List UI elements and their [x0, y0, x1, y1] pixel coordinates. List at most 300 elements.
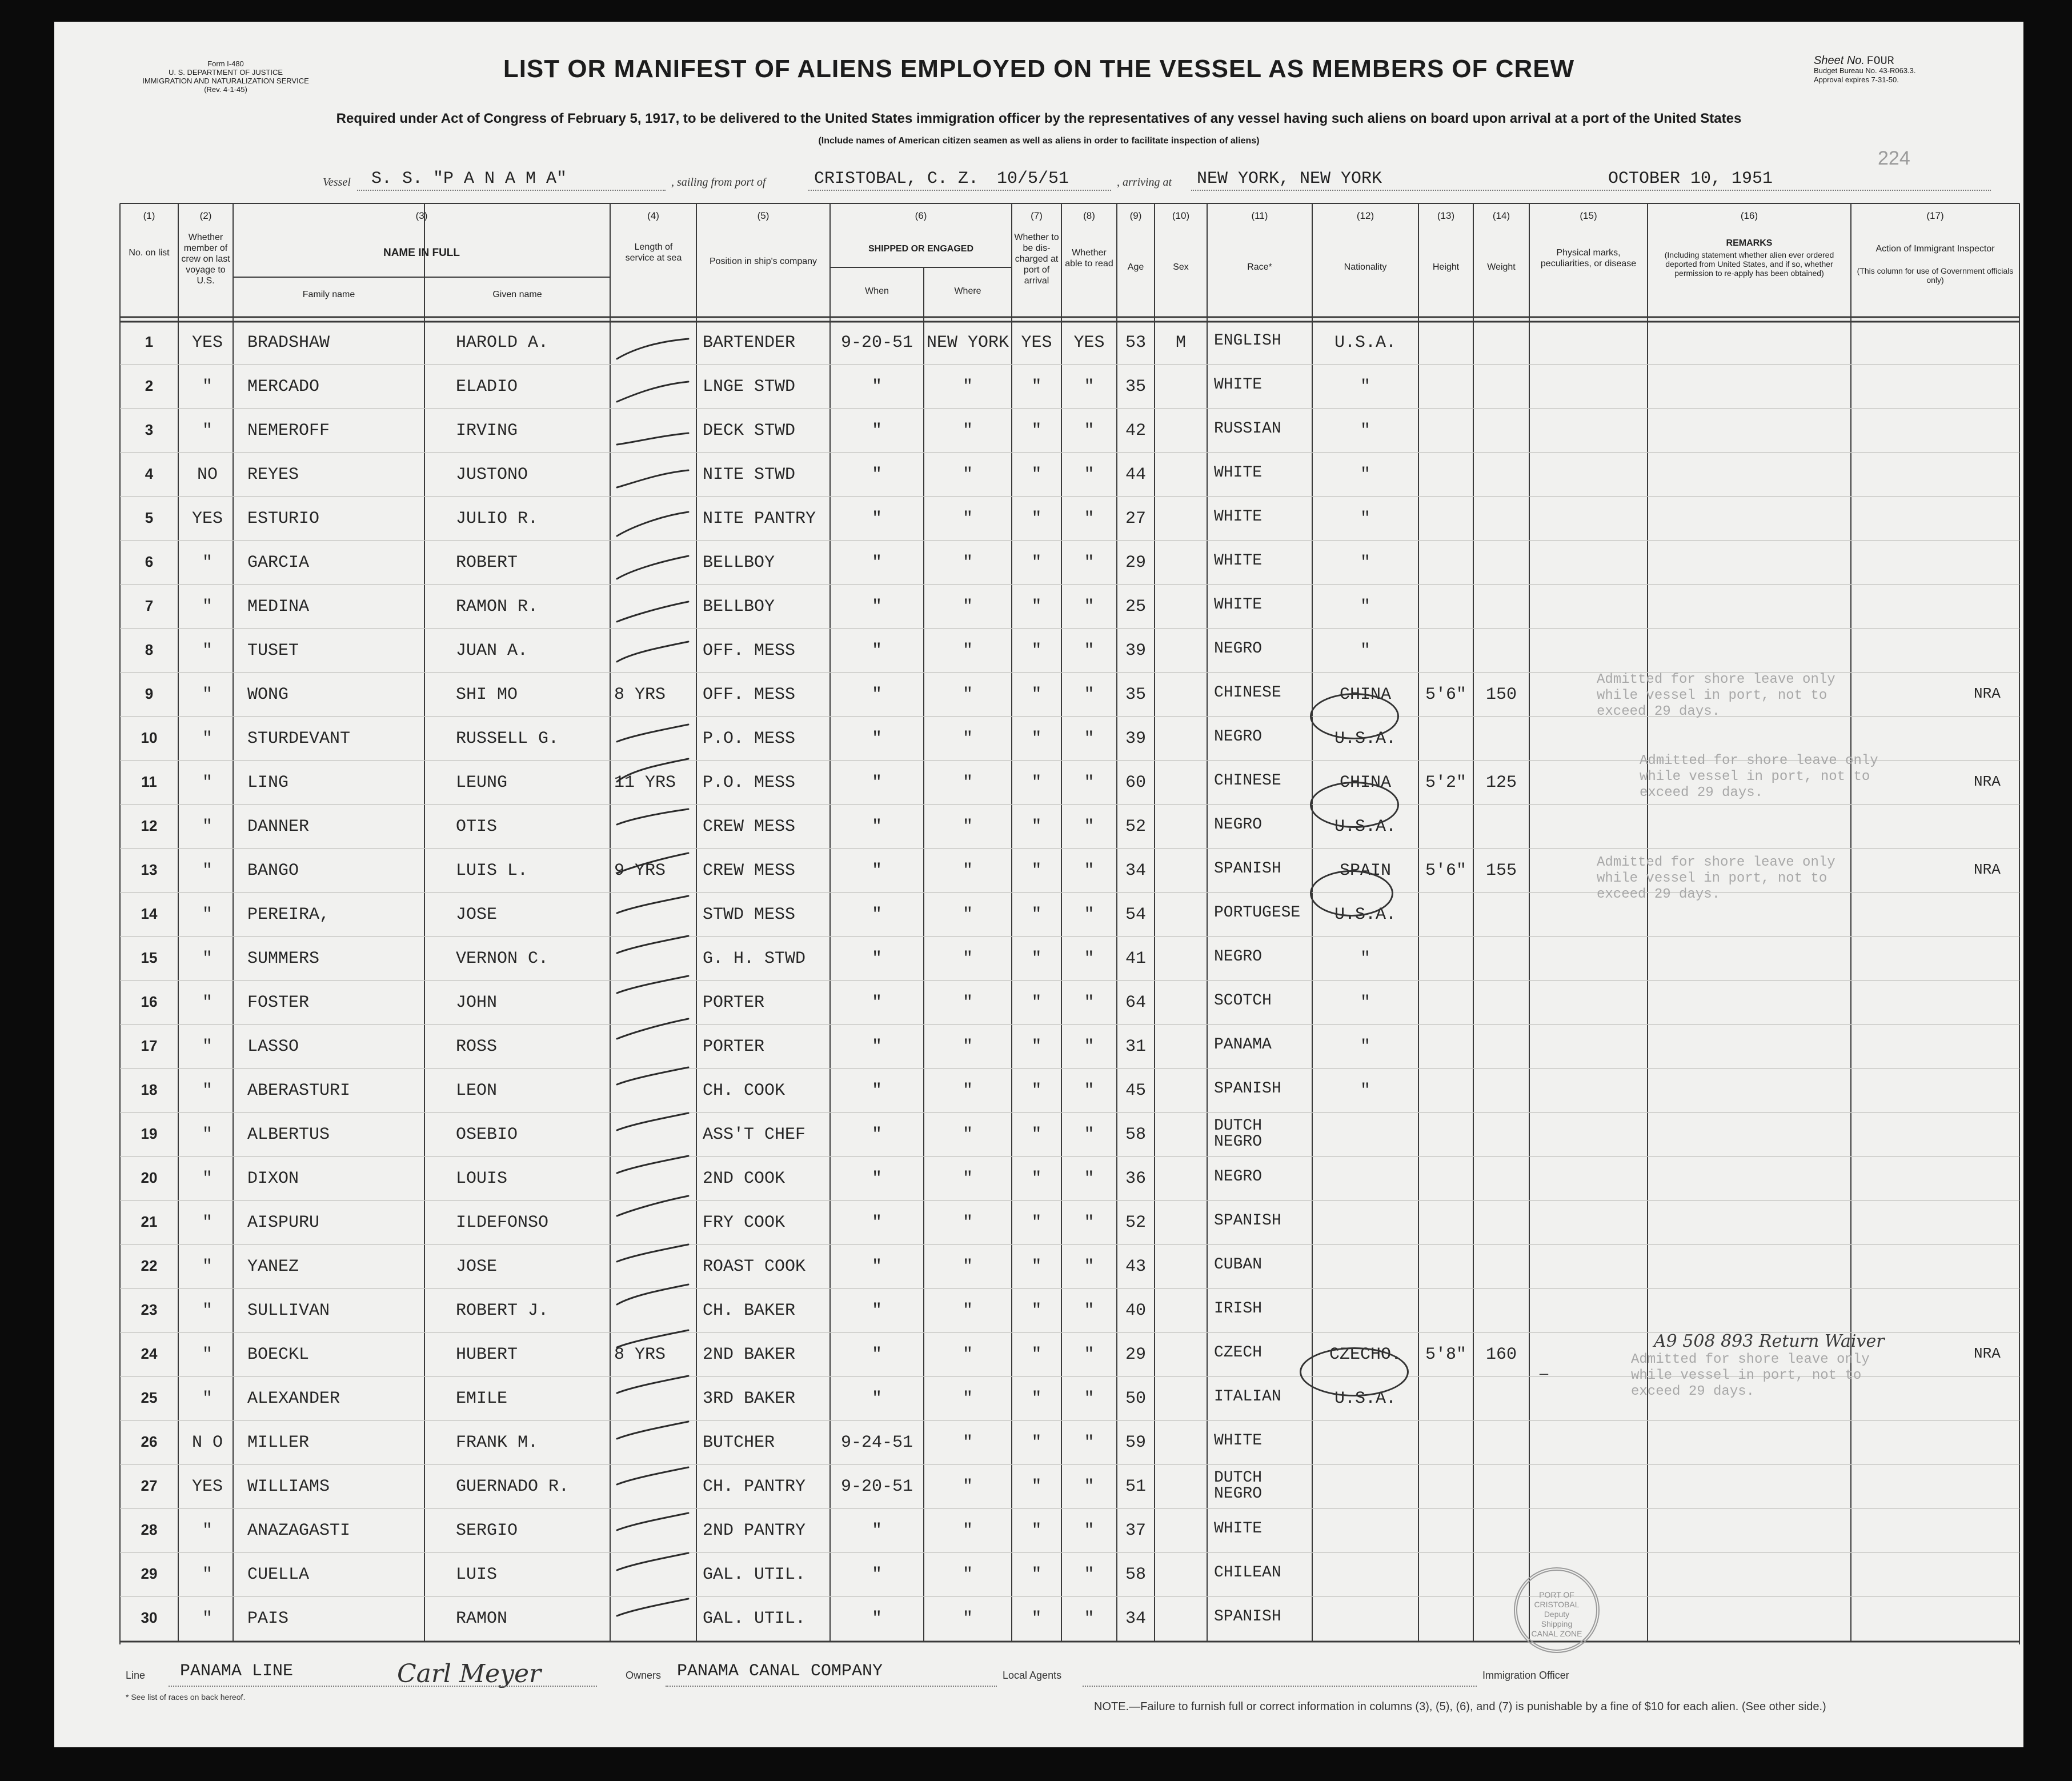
nationality-cell: U.S.A.	[1334, 817, 1397, 837]
able-to-read-cell: "	[1084, 729, 1095, 749]
last-voyage-cell: "	[202, 1037, 213, 1056]
row-number: 26	[141, 1433, 158, 1450]
able-to-read-cell: "	[1084, 1081, 1095, 1100]
shipped-when-cell: "	[871, 949, 882, 968]
shipped-when-cell: 9-20-51	[840, 333, 913, 353]
row-number: 4	[145, 465, 154, 482]
row-number: 27	[141, 1477, 158, 1494]
given-name-cell: LEUNG	[456, 773, 508, 793]
shipped-when-cell: "	[871, 509, 882, 529]
age-cell: 27	[1125, 509, 1146, 529]
discharged-cell: "	[1031, 1169, 1042, 1188]
last-voyage-cell: "	[202, 1257, 213, 1276]
last-voyage-cell: "	[202, 1169, 213, 1188]
nationality-cell: "	[1360, 993, 1370, 1012]
row-number: 25	[141, 1389, 158, 1406]
height-cell: 5'2"	[1425, 773, 1466, 793]
discharged-cell: "	[1031, 685, 1042, 705]
race-cell: CZECH	[1214, 1344, 1263, 1362]
able-to-read-cell: "	[1084, 1037, 1095, 1056]
shipped-where-cell: "	[962, 861, 973, 881]
shipped-where-cell: "	[962, 1301, 973, 1320]
service-length-cell: 8 YRS	[614, 685, 666, 705]
given-name-cell: ILDEFONSO	[456, 1213, 549, 1232]
dash-mark: –	[1540, 1363, 1548, 1382]
family-name-cell: WONG	[247, 685, 289, 705]
shipped-when-cell: "	[871, 1389, 882, 1408]
inspector-action-cell: NRA	[1974, 685, 2001, 702]
age-cell: 45	[1125, 1081, 1146, 1100]
form-number: Form I-480	[207, 59, 244, 68]
family-name-cell: BOECKL	[247, 1345, 310, 1364]
able-to-read-cell: "	[1084, 1257, 1095, 1276]
race-cell: NEGRO	[1214, 948, 1263, 966]
race-cell: PORTUGESE	[1214, 904, 1301, 922]
col13-number: (13)	[1437, 210, 1455, 221]
inspector-action-cell: NRA	[1974, 861, 2001, 878]
row-number: 21	[141, 1213, 158, 1230]
arriving-label: , arriving at	[1117, 176, 1172, 189]
race-cell: RUSSIAN	[1214, 420, 1281, 438]
able-to-read-cell: "	[1084, 817, 1095, 837]
last-voyage-cell: "	[202, 597, 213, 617]
sailing-date: 10/5/51	[997, 169, 1069, 189]
position-cell: P.O. MESS	[703, 773, 796, 793]
page-title: LIST OR MANIFEST OF ALIENS EMPLOYED ON THE VESSEL AS MEMBERS OF CREW	[503, 55, 1575, 83]
race-cell: SCOTCH	[1214, 992, 1272, 1010]
given-name-cell: RAMON R.	[456, 597, 539, 617]
shipped-where-cell: NEW YORK	[926, 333, 1009, 353]
shipped-where-cell: "	[962, 817, 973, 837]
last-voyage-cell: "	[202, 1609, 213, 1628]
position-cell: ASS'T CHEF	[703, 1125, 806, 1144]
col7-number: (7)	[1031, 210, 1043, 221]
nationality-cell: "	[1360, 421, 1370, 441]
position-cell: CREW MESS	[703, 817, 796, 837]
shipped-where-cell: "	[962, 773, 973, 793]
last-voyage-cell: "	[202, 1565, 213, 1584]
row-number: 11	[141, 773, 157, 790]
last-voyage-cell: "	[202, 1345, 213, 1364]
age-cell: 58	[1125, 1125, 1146, 1144]
discharged-cell: "	[1031, 1125, 1042, 1144]
discharged-cell: "	[1031, 1433, 1042, 1452]
race-cell: ENGLISH	[1214, 332, 1281, 350]
able-to-read-cell: "	[1084, 1521, 1095, 1540]
race-cell: WHITE	[1214, 1520, 1263, 1538]
shipped-when-cell: "	[871, 1521, 882, 1540]
family-name-cell: REYES	[247, 465, 299, 485]
race-cell: CHINESE	[1214, 684, 1281, 702]
col5-label: Position in ship's company	[709, 257, 817, 266]
weight-cell: 125	[1485, 773, 1517, 793]
row-number: 18	[141, 1081, 158, 1098]
family-name-cell: STURDEVANT	[247, 729, 351, 749]
shipped-where-cell: "	[962, 685, 973, 705]
position-cell: DECK STWD	[703, 421, 796, 441]
discharged-cell: "	[1031, 597, 1042, 617]
col17-label: Action of Immigrant Inspector	[1875, 244, 1995, 254]
position-cell: OFF. MESS	[703, 641, 796, 661]
shipped-where-cell: "	[962, 1037, 973, 1056]
col14-number: (14)	[1492, 210, 1510, 221]
age-cell: 29	[1125, 553, 1146, 573]
given-name-cell: OTIS	[456, 817, 498, 837]
family-name-cell: PEREIRA,	[247, 905, 330, 924]
nationality-circle	[1310, 782, 1399, 828]
shipped-where-cell: "	[962, 509, 973, 529]
nationality-cell: "	[1360, 465, 1370, 485]
discharged-cell: YES	[1021, 333, 1052, 353]
col8-label: Whether able to read	[1065, 248, 1113, 269]
position-cell: ROAST COOK	[703, 1257, 806, 1276]
age-cell: 58	[1125, 1565, 1146, 1584]
able-to-read-cell: "	[1084, 905, 1095, 924]
race-cell: ITALIAN	[1214, 1388, 1281, 1406]
race-cell: NEGRO	[1214, 1168, 1263, 1186]
nationality-cell: U.S.A.	[1334, 905, 1397, 924]
age-cell: 31	[1125, 1037, 1146, 1056]
shipped-when-cell: "	[871, 1213, 882, 1232]
last-voyage-cell: "	[202, 377, 213, 397]
remark-bango: Admitted for shore leave only while vessel in port, not to exceed 29 days.	[1597, 855, 1835, 902]
age-cell: 35	[1125, 685, 1146, 705]
age-cell: 36	[1125, 1169, 1146, 1188]
shipped-when-cell: "	[871, 1301, 882, 1320]
family-name-cell: MEDINA	[247, 597, 310, 617]
race-cell: SPANISH	[1214, 1212, 1281, 1230]
sheet-number-block	[1814, 56, 2019, 85]
position-cell: NITE STWD	[703, 465, 796, 485]
col7-label: Whether to be dis-charged at port of arrival	[1014, 233, 1059, 286]
given-name-cell: SERGIO	[456, 1521, 518, 1540]
position-cell: BELLBOY	[703, 597, 775, 617]
race-cell: WHITE	[1214, 464, 1263, 482]
col2-number: (2)	[199, 210, 212, 221]
col6-number: (6)	[915, 210, 927, 221]
age-cell: 29	[1125, 1345, 1146, 1364]
position-cell: BUTCHER	[703, 1433, 775, 1452]
age-cell: 52	[1125, 817, 1146, 837]
able-to-read-cell: "	[1084, 553, 1095, 573]
shipped-when-cell: "	[871, 685, 882, 705]
shipped-when-cell: "	[871, 1609, 882, 1628]
race-cell: IRISH	[1214, 1300, 1263, 1318]
discharged-cell: "	[1031, 1565, 1042, 1584]
last-voyage-cell: N O	[191, 1433, 223, 1452]
race-cell: NEGRO	[1214, 816, 1263, 834]
race-cell: WHITE	[1214, 1432, 1263, 1450]
nationality-cell: CZECHO.	[1329, 1345, 1402, 1364]
nationality-cell: "	[1360, 597, 1370, 617]
discharged-cell: "	[1031, 421, 1042, 441]
age-cell: 40	[1125, 1301, 1146, 1320]
nationality-cell: "	[1360, 509, 1370, 529]
last-voyage-cell: "	[202, 421, 213, 441]
shipped-where-cell: "	[962, 465, 973, 485]
inspector-action-cell: NRA	[1974, 1345, 2001, 1362]
family-name-cell: DANNER	[247, 817, 310, 837]
family-name-cell: ANAZAGASTI	[247, 1521, 351, 1540]
discharged-cell: "	[1031, 465, 1042, 485]
col17-number: (17)	[1926, 210, 1944, 221]
position-cell: GAL. UTIL.	[703, 1609, 806, 1628]
discharged-cell: "	[1031, 773, 1042, 793]
position-cell: 3RD BAKER	[703, 1389, 796, 1408]
shipped-when-cell: "	[871, 1565, 882, 1584]
row-number: 3	[145, 421, 154, 438]
discharged-cell: "	[1031, 1477, 1042, 1496]
shipped-where-cell: "	[962, 1521, 973, 1540]
position-cell: PORTER	[703, 993, 765, 1012]
race-cell: PANAMA	[1214, 1036, 1272, 1054]
owners-value: PANAMA CANAL COMPANY	[677, 1662, 883, 1681]
col17-sub: (This column for use of Government officials only)	[1857, 266, 2014, 285]
age-cell: 64	[1125, 993, 1146, 1012]
position-cell: CH. COOK	[703, 1081, 785, 1100]
shipped-when-cell: 9-20-51	[840, 1477, 913, 1496]
age-cell: 53	[1125, 333, 1146, 353]
given-name-cell: ROSS	[456, 1037, 498, 1056]
age-cell: 35	[1125, 377, 1146, 397]
row-number: 20	[141, 1169, 158, 1186]
last-voyage-cell: "	[202, 861, 213, 881]
last-voyage-cell: "	[202, 773, 213, 793]
shipped-when-cell: "	[871, 1037, 882, 1056]
given-name-cell: IRVING	[456, 421, 518, 441]
discharged-cell: "	[1031, 949, 1042, 968]
age-cell: 50	[1125, 1389, 1146, 1408]
nationality-cell: SPAIN	[1339, 861, 1391, 881]
last-voyage-cell: "	[202, 729, 213, 749]
service-length-cell: 8 YRS	[614, 1345, 666, 1364]
family-name-cell: AISPURU	[247, 1213, 320, 1232]
family-name-cell: DIXON	[247, 1169, 299, 1188]
nationality-circle	[1300, 1347, 1409, 1396]
race-cell: WHITE	[1214, 508, 1263, 526]
shipped-when-cell: "	[871, 1125, 882, 1144]
page-stamp-number: 224	[1878, 147, 1910, 169]
shipped-when-cell: "	[871, 641, 882, 661]
family-name-cell: LASSO	[247, 1037, 299, 1056]
row-number: 1	[145, 333, 154, 350]
given-name-cell: JUAN A.	[456, 641, 528, 661]
height-cell: 5'6"	[1425, 685, 1466, 705]
row-number: 17	[141, 1037, 158, 1054]
family-name-cell: BRADSHAW	[247, 333, 330, 353]
position-cell: OFF. MESS	[703, 685, 796, 705]
officer-label: Immigration Officer	[1482, 1670, 1569, 1681]
discharged-cell: "	[1031, 861, 1042, 881]
col5-number: (5)	[757, 210, 770, 221]
able-to-read-cell: "	[1084, 993, 1095, 1012]
remark-wong: Admitted for shore leave only while vessel in port, not to exceed 29 days.	[1597, 672, 1835, 719]
race-cell: CHILEAN	[1214, 1564, 1281, 1582]
shipped-where-cell: "	[962, 1213, 973, 1232]
budget-bureau: Budget Bureau No. 43-R063.3.	[1814, 66, 1916, 75]
given-name-cell: LOUIS	[456, 1169, 508, 1188]
row-number: 16	[141, 993, 158, 1010]
age-cell: 37	[1125, 1521, 1146, 1540]
nationality-cell: U.S.A.	[1334, 333, 1397, 353]
shipped-where-cell: "	[962, 641, 973, 661]
row-number: 28	[141, 1521, 158, 1538]
given-name-cell: JOSE	[456, 905, 498, 924]
line-value: PANAMA LINE	[180, 1662, 294, 1681]
last-voyage-cell: "	[202, 641, 213, 661]
weight-cell: 160	[1485, 1345, 1517, 1364]
service-length-cell: 9 YRS	[614, 861, 666, 881]
col9-number: (9)	[1129, 210, 1142, 221]
sex-cell: M	[1175, 333, 1186, 353]
shipped-when-cell: "	[871, 1169, 882, 1188]
row-number: 5	[145, 509, 154, 526]
discharged-cell: "	[1031, 1521, 1042, 1540]
arriving-at: NEW YORK, NEW YORK	[1197, 169, 1382, 189]
family-name-cell: FOSTER	[247, 993, 310, 1012]
col6-when: When	[865, 286, 889, 296]
row-number: 9	[145, 685, 154, 702]
remark-boeckl-note: A9 508 893 Return Waiver	[1654, 1331, 1885, 1351]
given-name-cell: FRANK M.	[456, 1433, 539, 1452]
given-name-cell: RAMON	[456, 1609, 508, 1628]
discharged-cell: "	[1031, 1213, 1042, 1232]
given-name-cell: JULIO R.	[456, 509, 539, 529]
nationality-cell: CHINA	[1339, 773, 1391, 793]
position-cell: 2ND COOK	[703, 1169, 785, 1188]
discharged-cell: "	[1031, 509, 1042, 529]
position-cell: G. H. STWD	[703, 949, 806, 968]
col11-number: (11)	[1251, 210, 1268, 221]
stamp-line4: CANAL ZONE	[1531, 1629, 1582, 1638]
able-to-read-cell: "	[1084, 1389, 1095, 1408]
sailing-from: CRISTOBAL, C. Z.	[814, 169, 979, 189]
discharged-cell: "	[1031, 1389, 1042, 1408]
col12-label: Nationality	[1344, 262, 1387, 272]
given-name-cell: LUIS	[456, 1565, 498, 1584]
discharged-cell: "	[1031, 729, 1042, 749]
col6-where: Where	[954, 286, 981, 296]
given-name-cell: JUSTONO	[456, 465, 528, 485]
given-name-cell: HUBERT	[456, 1345, 518, 1364]
department: U. S. DEPARTMENT OF JUSTICE	[168, 68, 283, 77]
col4-number: (4)	[647, 210, 659, 221]
race-cell: SPANISH	[1214, 860, 1281, 878]
col15-label: Physical marks, peculiarities, or disease	[1540, 248, 1637, 269]
age-cell: 43	[1125, 1257, 1146, 1276]
signature: Carl Meyer	[397, 1659, 542, 1688]
family-name-cell: ESTURIO	[247, 509, 320, 529]
discharged-cell: "	[1031, 1037, 1042, 1056]
row-number: 6	[145, 553, 154, 570]
col3-family: Family name	[302, 290, 355, 299]
position-cell: CREW MESS	[703, 861, 796, 881]
shipped-when-cell: "	[871, 597, 882, 617]
vessel-label: Vessel	[323, 176, 351, 189]
nationality-cell: CHINA	[1339, 685, 1391, 705]
col10-label: Sex	[1173, 262, 1189, 272]
col2-label: Whether member of crew on last voyage to U.S.	[181, 233, 230, 286]
shipped-where-cell: "	[962, 1125, 973, 1144]
age-cell: 41	[1125, 949, 1146, 968]
given-name-cell: JOSE	[456, 1257, 498, 1276]
age-cell: 34	[1125, 1609, 1146, 1628]
able-to-read-cell: YES	[1073, 333, 1105, 353]
shipped-where-cell: "	[962, 949, 973, 968]
age-cell: 39	[1125, 729, 1146, 749]
nationality-cell: U.S.A.	[1334, 729, 1397, 749]
family-name-cell: LING	[247, 773, 289, 793]
nationality-cell: "	[1360, 377, 1370, 397]
last-voyage-cell: YES	[191, 509, 223, 529]
given-name-cell: LUIS L.	[456, 861, 528, 881]
row-number: 7	[145, 597, 154, 614]
age-cell: 34	[1125, 861, 1146, 881]
able-to-read-cell: "	[1084, 1169, 1095, 1188]
shipped-where-cell: "	[962, 1345, 973, 1364]
shipped-where-cell: "	[962, 1477, 973, 1496]
stamp-text: PORT OF CRISTOBAL	[1534, 1590, 1580, 1609]
discharged-cell: "	[1031, 1081, 1042, 1100]
row-number: 15	[141, 949, 158, 966]
position-cell: BARTENDER	[703, 333, 796, 353]
family-name-cell: SUMMERS	[247, 949, 320, 968]
col3-label: NAME IN FULL	[383, 247, 460, 259]
given-name-cell: EMILE	[456, 1389, 508, 1408]
age-cell: 60	[1125, 773, 1146, 793]
position-cell: CH. PANTRY	[703, 1477, 806, 1496]
include-note: (Include names of American citizen seamen as well as aliens in order to facilitate inspection of aliens)	[818, 136, 1260, 146]
nationality-circle	[1310, 693, 1399, 739]
race-cell: WHITE	[1214, 596, 1263, 614]
stamp-line3: Shipping	[1541, 1619, 1573, 1628]
race-cell: DUTCH NEGRO	[1214, 1117, 1263, 1151]
position-cell: NITE PANTRY	[703, 509, 816, 529]
shipped-when-cell: "	[871, 817, 882, 837]
shipped-when-cell: "	[871, 553, 882, 573]
able-to-read-cell: "	[1084, 949, 1095, 968]
position-cell: BELLBOY	[703, 553, 775, 573]
able-to-read-cell: "	[1084, 465, 1095, 485]
age-cell: 52	[1125, 1213, 1146, 1232]
shipped-where-cell: "	[962, 1433, 973, 1452]
col12-number: (12)	[1356, 210, 1374, 221]
revision: (Rev. 4-1-45)	[204, 85, 247, 94]
able-to-read-cell: "	[1084, 509, 1095, 529]
inspector-action-cell: NRA	[1974, 773, 2001, 790]
last-voyage-cell: "	[202, 1213, 213, 1232]
age-cell: 59	[1125, 1433, 1146, 1452]
shipped-where-cell: "	[962, 1565, 973, 1584]
family-name-cell: ABERASTURI	[247, 1081, 351, 1100]
vessel-name: S. S. "P A N A M A"	[371, 169, 567, 189]
stamp-line2: Deputy	[1544, 1610, 1570, 1619]
able-to-read-cell: "	[1084, 773, 1095, 793]
service: IMMIGRATION AND NATURALIZATION SERVICE	[142, 77, 309, 85]
col10-number: (10)	[1172, 210, 1190, 221]
sheet-label: Sheet No.	[1814, 54, 1865, 67]
age-cell: 42	[1125, 421, 1146, 441]
able-to-read-cell: "	[1084, 1345, 1095, 1364]
col1-number: (1)	[143, 210, 155, 221]
last-voyage-cell: "	[202, 553, 213, 573]
race-cell: WHITE	[1214, 552, 1263, 570]
race-cell: CUBAN	[1214, 1256, 1263, 1274]
able-to-read-cell: "	[1084, 1609, 1095, 1628]
weight-cell: 155	[1485, 861, 1517, 881]
age-cell: 44	[1125, 465, 1146, 485]
given-name-cell: HAROLD A.	[456, 333, 549, 353]
